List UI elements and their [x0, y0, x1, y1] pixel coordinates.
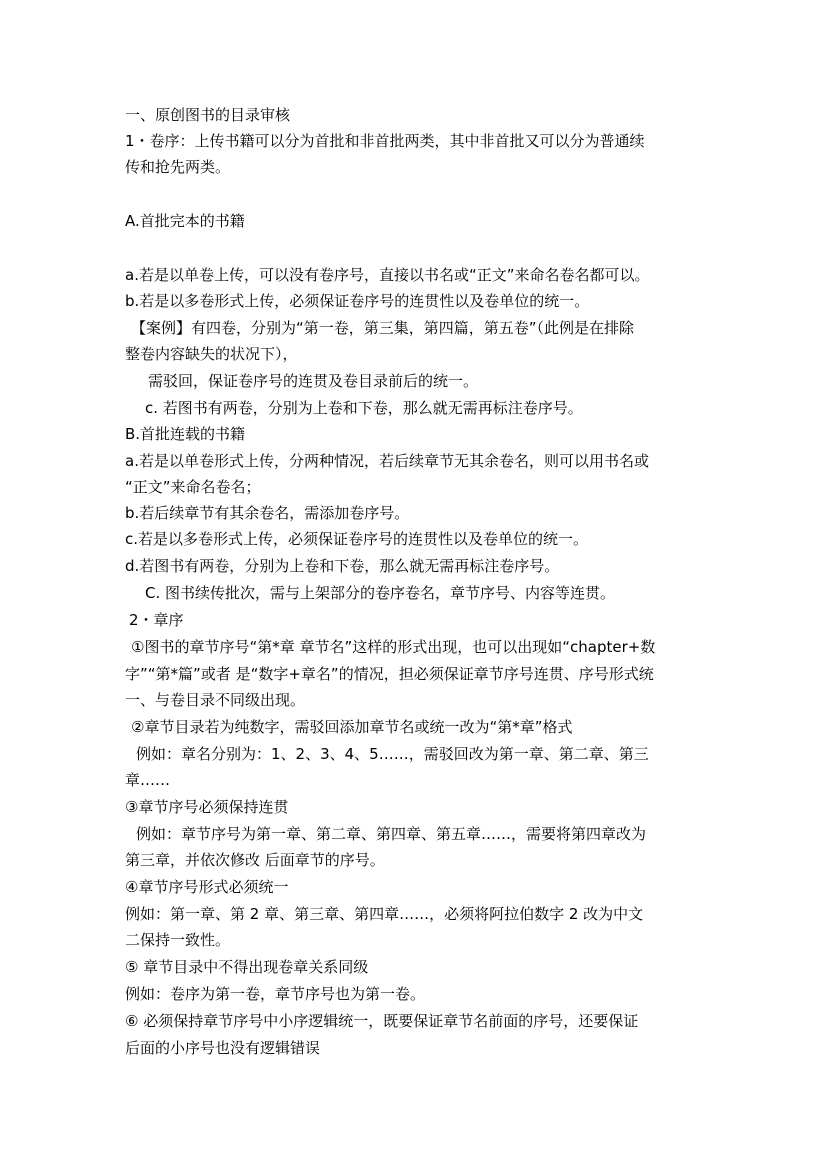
- text-line: b.若是以多卷形式上传，必须保证卷序号的连贯性以及卷单位的统一。: [125, 292, 590, 310]
- text-line: “正文”来命名卷名；: [125, 478, 261, 496]
- text-line: 章……: [125, 771, 171, 789]
- text-line: c. 若图书有两卷，分别为上卷和下卷，那么就无需再标注卷序号。: [145, 399, 583, 417]
- text-line: 例如：第一章、第 2 章、第三章、第四章……，必须将阿拉伯数字 2 改为中文: [125, 905, 644, 923]
- text-line: b.若后续章节有其余卷名，需添加卷序号。: [125, 504, 410, 522]
- text-line: 例如：章名分别为：1、2、3、4、5……，需驳回改为第一章、第二章、第三: [136, 745, 649, 763]
- text-line: 后面的小序号也没有逻辑错误: [125, 1039, 321, 1057]
- text-line: a.若是以单卷形式上传，分两种情况，若后续章节无其余卷名，则可以用书名或: [125, 452, 649, 470]
- text-line: c.若是以多卷形式上传，必须保证卷序号的连贯性以及卷单位的统一。: [125, 530, 589, 548]
- text-line: 例如：卷序为第一卷，章节序号也为第一卷。: [125, 985, 426, 1003]
- text-line: 一、与卷目录不同级出现。: [125, 691, 306, 709]
- text-line: d.若图书有两卷，分别为上卷和下卷，那么就无需再标注卷序号。: [125, 557, 560, 575]
- text-line: 整卷内容缺失的状况下），: [125, 345, 298, 363]
- heading-chapter-order: 2・章序: [129, 611, 184, 629]
- text-line: 【案例】有四卷，分别为“第一卷，第三集，第四篇，第五卷”（此例是在排除: [131, 319, 635, 337]
- text-line: 字”“第*篇”或者 是“数字+章名”的情况，担必须保证章节序号连贯、序号形式统: [125, 665, 654, 683]
- text-line: ③章节序号必须保持连贯: [125, 798, 289, 816]
- heading-toc-review: 一、原创图书的目录审核: [125, 106, 291, 124]
- text-line: 例如：章节序号为第一章、第二章、第四章、第五章……，需要将第四章改为: [136, 825, 647, 843]
- text-line: a.若是以单卷上传，可以没有卷序号，直接以书名或“正文”来命名卷名都可以。: [125, 266, 650, 284]
- subheading-c: C. 图书续传批次，需与上架部分的卷序卷名，章节序号、内容等连贯。: [145, 584, 616, 602]
- subheading-b: B.首批连载的书籍: [125, 425, 246, 443]
- text-line: ④章节序号形式必须统一: [125, 878, 289, 896]
- text-line: 二保持一致性。: [125, 931, 231, 949]
- text-line: 传和抢先两类。: [125, 158, 231, 176]
- text-line: 第三章，并依次修改 后面章节的序号。: [125, 851, 385, 869]
- text-line: 需驳回，保证卷序号的连贯及卷目录前后的统一。: [148, 372, 479, 390]
- text-line: ⑥ 必须保持章节序号中小序逻辑统一，既要保证章节名前面的序号，还要保证: [125, 1012, 639, 1030]
- text-line: ⑤ 章节目录中不得出现卷章关系同级: [125, 958, 369, 976]
- subheading-a: A.首批完本的书籍: [125, 212, 245, 230]
- text-line: 1・卷序：上传书籍可以分为首批和非首批两类，其中非首批又可以分为普通续: [125, 132, 645, 150]
- text-line: ①图书的章节序号“第*章 章节名”这样的形式出现，也可以出现如“chapter+数: [131, 638, 656, 656]
- text-line: ②章节目录若为纯数字，需驳回添加章节名或统一改为“第*章”格式: [131, 718, 573, 736]
